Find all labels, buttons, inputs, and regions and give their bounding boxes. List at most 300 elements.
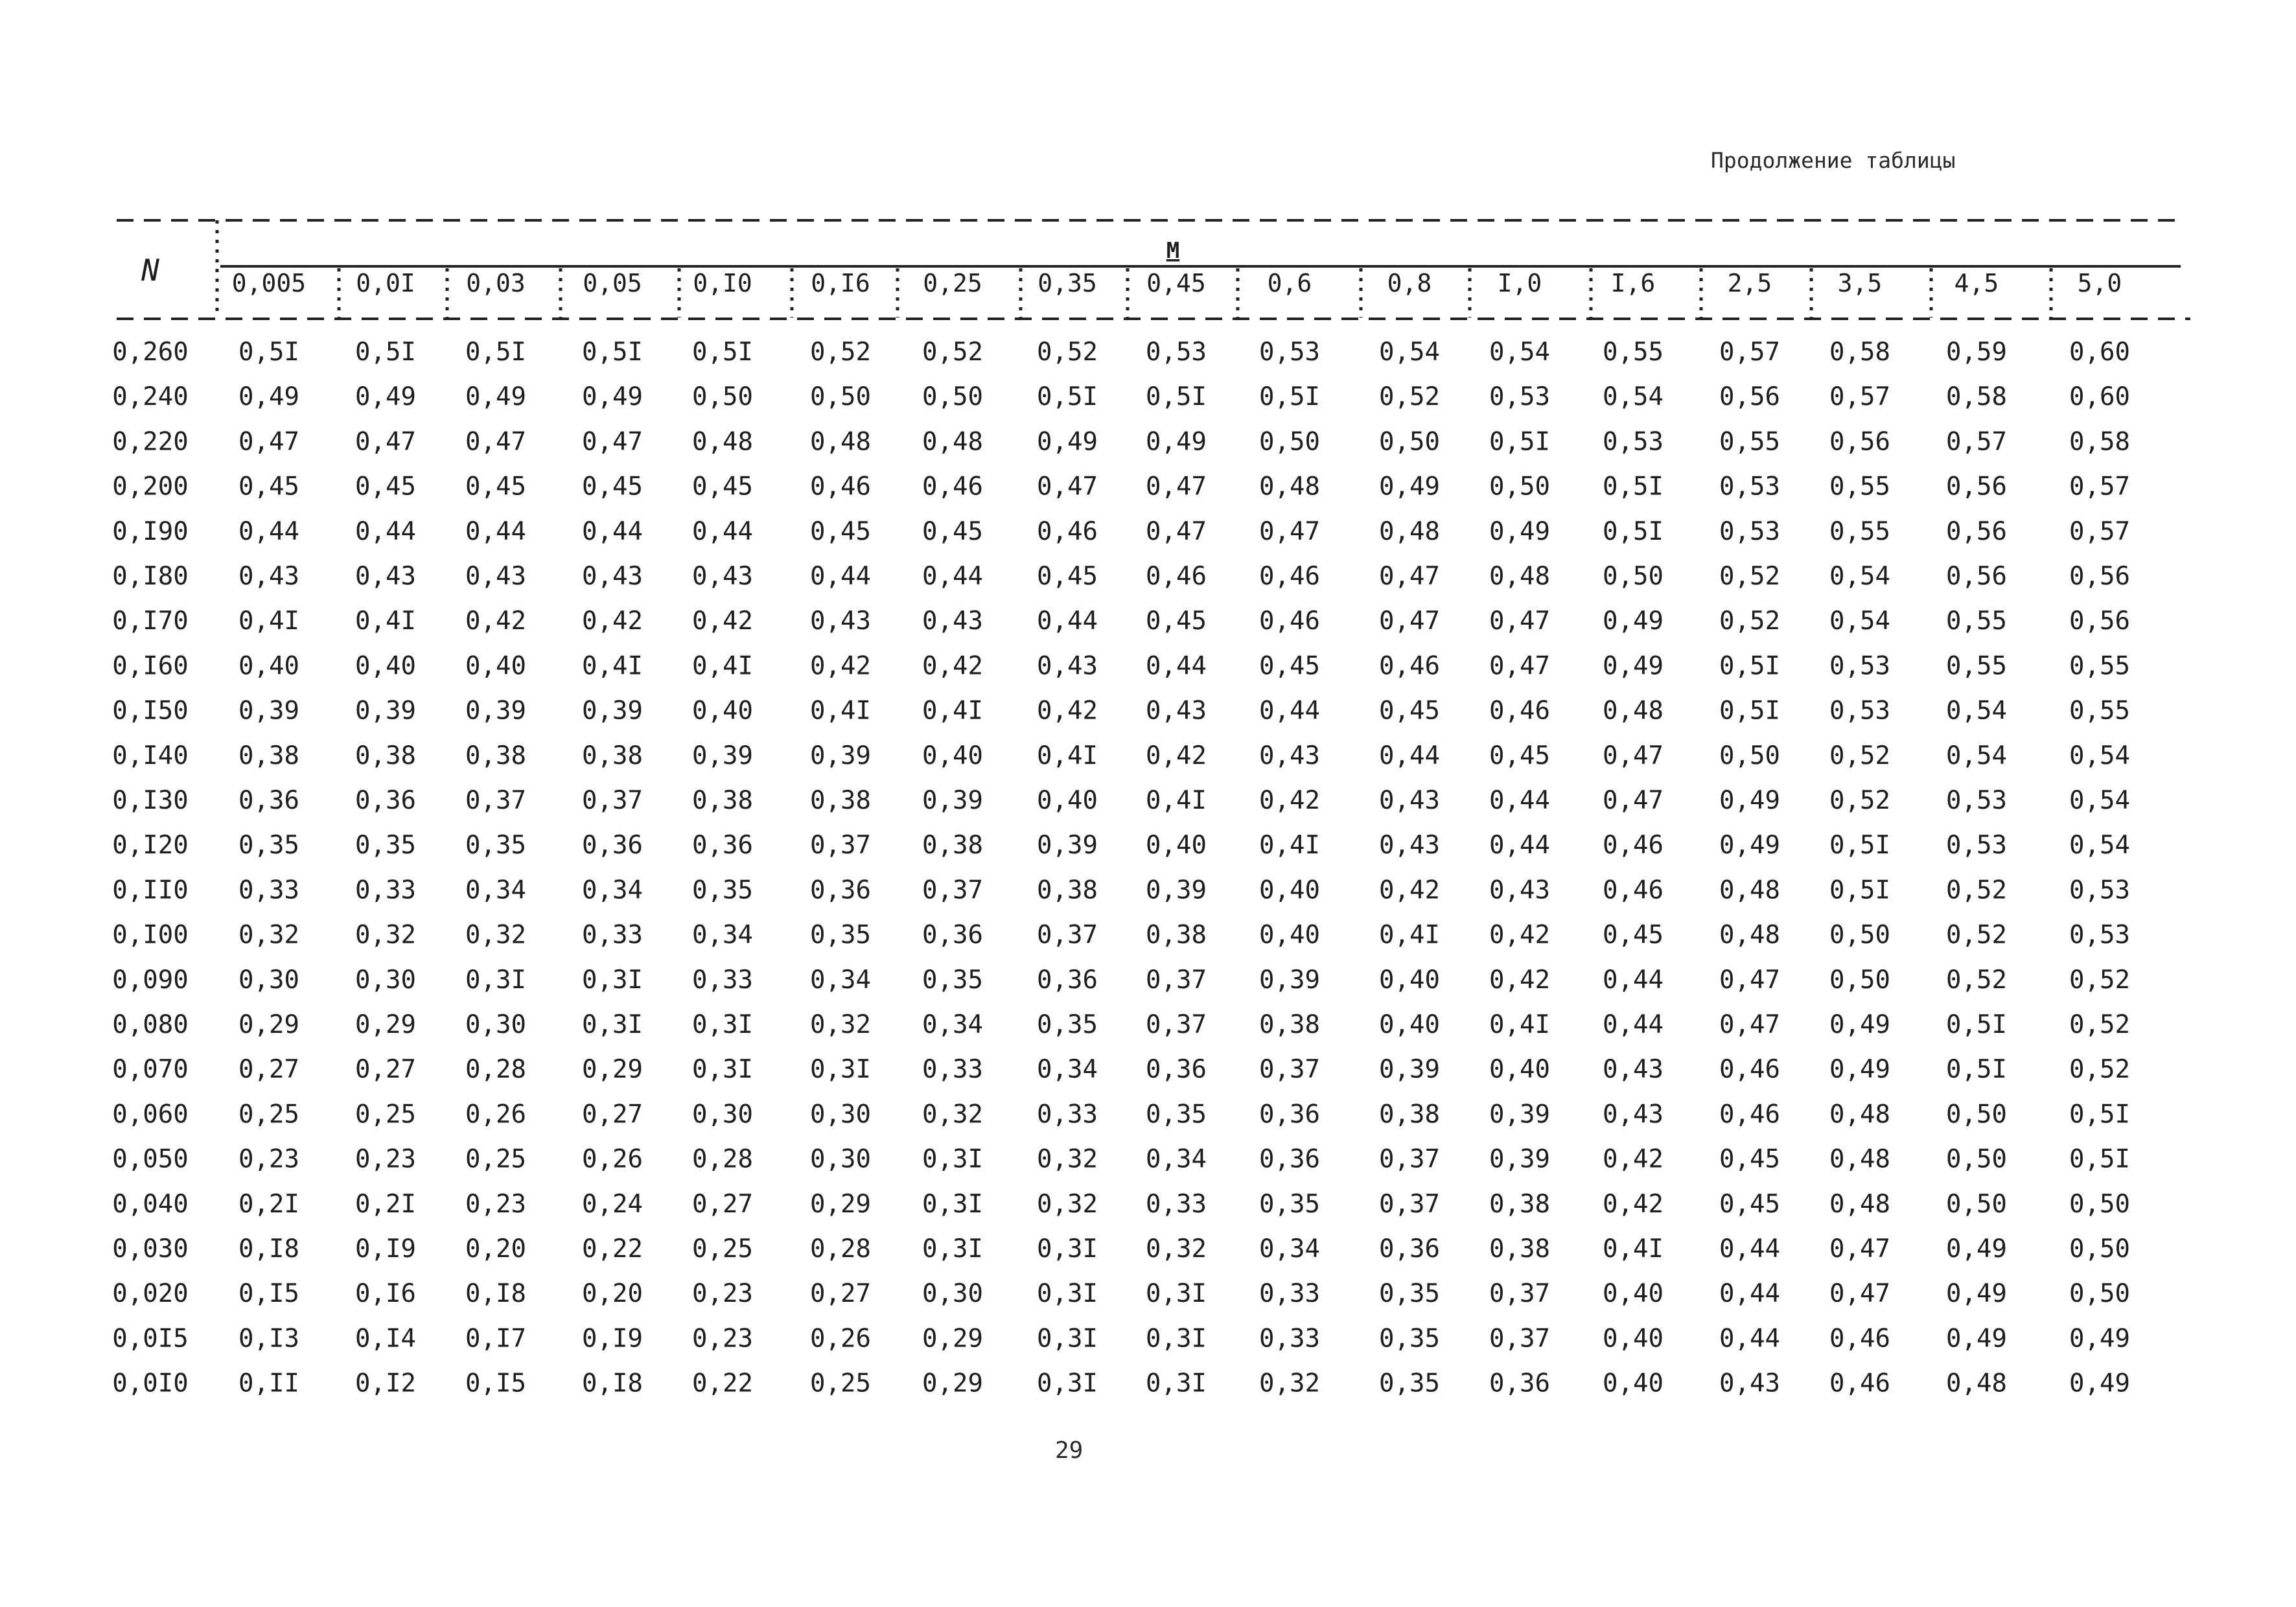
table-cell: 0,49: [1146, 427, 1207, 457]
table-cell: 0,43: [1719, 1369, 1780, 1398]
table-cell: 0,47: [1259, 516, 1320, 546]
table-cell: 0,I7: [465, 1324, 526, 1354]
table-cell: 0,44: [465, 516, 526, 546]
table-cell: 0,56: [1719, 382, 1780, 412]
table-cell: 0,36: [810, 875, 871, 905]
table-cell: 0,42: [1037, 696, 1098, 726]
table-cell: 0,47: [1379, 607, 1440, 636]
table-cell: 0,49: [1489, 516, 1550, 546]
table-cell: 0,48: [1829, 1144, 1890, 1174]
table-cell: 0,52: [1829, 741, 1890, 770]
table-cell: 0,36: [1259, 1144, 1320, 1174]
table-cell: 0,36: [355, 786, 416, 815]
table-cell: 0,45: [465, 472, 526, 502]
table-cell: 0,53: [1946, 786, 2007, 815]
table-cell: 0,38: [1146, 920, 1207, 950]
table-cell: 0,5I: [355, 338, 416, 367]
table-cell: 0,35: [922, 965, 983, 995]
table-cell: 0,40: [1489, 1055, 1550, 1085]
table-cell: 0,44: [1719, 1279, 1780, 1309]
table-cell: 0,36: [582, 831, 643, 861]
table-cell: 0,54: [2069, 831, 2130, 861]
table-cell: 0,33: [922, 1055, 983, 1085]
table-cell: 0,29: [355, 1010, 416, 1039]
table-cell: 0,48: [1603, 696, 1664, 726]
column-header: 0,45: [1146, 269, 1206, 297]
table-cell: 0,52: [1946, 875, 2007, 905]
table-cell: 0,47: [238, 427, 299, 457]
row-label-n: 0,II0: [112, 875, 189, 905]
table-cell: 0,44: [922, 562, 983, 591]
table-cell: 0,3I: [922, 1189, 983, 1219]
table-cell: 0,39: [1489, 1100, 1550, 1129]
table-cell: 0,23: [692, 1279, 753, 1309]
table-cell: 0,50: [1946, 1189, 2007, 1219]
row-label-n: 0,I60: [112, 651, 189, 681]
table-cell: 0,42: [1603, 1189, 1664, 1219]
table-cell: 0,44: [1489, 831, 1550, 861]
table-cell: 0,28: [465, 1055, 526, 1085]
table-cell: 0,56: [2069, 562, 2130, 591]
table-cell: 0,33: [582, 920, 643, 950]
table-cell: 0,45: [1259, 651, 1320, 681]
table-cell: 0,45: [238, 472, 299, 502]
table-cell: 0,4I: [582, 651, 643, 681]
table-text: [112, 238, 2130, 1398]
table-cell: 0,38: [355, 741, 416, 770]
table-cell: 0,49: [1946, 1279, 2007, 1309]
table-cell: 0,I5: [465, 1369, 526, 1398]
table-cell: 0,35: [1379, 1279, 1440, 1309]
table-cell: 0,3I: [1146, 1324, 1207, 1354]
table-cell: 0,43: [465, 562, 526, 591]
table-cell: 0,33: [1259, 1324, 1320, 1354]
table-cell: 0,47: [582, 427, 643, 457]
table-cell: 0,2I: [355, 1189, 416, 1219]
table-cell: 0,58: [1946, 382, 2007, 412]
table-cell: 0,47: [1379, 562, 1440, 591]
table-cell: 0,5I: [1829, 875, 1890, 905]
row-label-n: 0,050: [112, 1144, 189, 1174]
table-cell: 0,48: [1379, 516, 1440, 546]
table-cell: 0,38: [1379, 1100, 1440, 1129]
table-cell: 0,30: [692, 1100, 753, 1129]
table-cell: 0,44: [1259, 696, 1320, 726]
table-cell: 0,47: [465, 427, 526, 457]
table-cell: 0,20: [465, 1234, 526, 1264]
table-cell: 0,49: [238, 382, 299, 412]
table-cell: 0,43: [1379, 831, 1440, 861]
table-cell: 0,3I: [465, 965, 526, 995]
table-cell: 0,39: [1146, 875, 1207, 905]
table-cell: 0,47: [1829, 1279, 1890, 1309]
table-cell: 0,36: [238, 786, 299, 815]
table-cell: 0,50: [1259, 427, 1320, 457]
table-cell: 0,52: [2069, 1010, 2130, 1039]
table-cell: 0,32: [238, 920, 299, 950]
table-cell: 0,29: [582, 1055, 643, 1085]
table-cell: 0,44: [582, 516, 643, 546]
table-cell: 0,5I: [1146, 382, 1207, 412]
table-cell: 0,50: [2069, 1279, 2130, 1309]
table-cell: 0,5I: [1037, 382, 1098, 412]
table-cell: 0,47: [355, 427, 416, 457]
table-cell: 0,5I: [1946, 1055, 2007, 1085]
table-cell: 0,5I: [1259, 382, 1320, 412]
table-cell: 0,55: [1946, 607, 2007, 636]
table-cell: 0,5I: [1603, 516, 1664, 546]
row-label-n: 0,060: [112, 1100, 189, 1129]
table-cell: 0,40: [1037, 786, 1098, 815]
table-cell: 0,35: [1259, 1189, 1320, 1219]
table-cell: 0,42: [922, 651, 983, 681]
table-cell: 0,50: [1829, 920, 1890, 950]
table-cell: 0,35: [355, 831, 416, 861]
table-cell: 0,47: [1037, 472, 1098, 502]
table-cell: 0,42: [465, 607, 526, 636]
table-cell: 0,34: [1037, 1055, 1098, 1085]
table-cell: 0,52: [1037, 338, 1098, 367]
table-cell: 0,5I: [1489, 427, 1550, 457]
table-cell: 0,58: [2069, 427, 2130, 457]
table-cell: 0,32: [1037, 1144, 1098, 1174]
table-cell: 0,45: [1603, 920, 1664, 950]
table-cell: 0,I4: [355, 1324, 416, 1354]
table-cell: 0,60: [2069, 338, 2130, 367]
table-cell: 0,37: [582, 786, 643, 815]
table-cell: 0,35: [1379, 1369, 1440, 1398]
table-cell: 0,50: [810, 382, 871, 412]
table-cell: 0,49: [1829, 1055, 1890, 1085]
table-cell: 0,35: [465, 831, 526, 861]
table-cell: 0,39: [355, 696, 416, 726]
table-cell: 0,45: [582, 472, 643, 502]
table-cell: 0,48: [1946, 1369, 2007, 1398]
column-header: 0,05: [583, 269, 642, 297]
table-cell: 0,32: [1037, 1189, 1098, 1219]
table-cell: 0,49: [1037, 427, 1098, 457]
table-cell: 0,37: [1037, 920, 1098, 950]
table-cell: 0,53: [2069, 875, 2130, 905]
table-cell: 0,48: [1259, 472, 1320, 502]
table-cell: 0,34: [1259, 1234, 1320, 1264]
table-cell: 0,3I: [1037, 1279, 1098, 1309]
table-cell: 0,32: [1259, 1369, 1320, 1398]
table-cell: 0,43: [1489, 875, 1550, 905]
table-cell: 0,23: [692, 1324, 753, 1354]
row-label-n: 0,I80: [112, 562, 189, 591]
row-label-n: 0,030: [112, 1234, 189, 1264]
table-cell: 0,45: [1719, 1144, 1780, 1174]
table-cell: 0,60: [2069, 382, 2130, 412]
table-cell: 0,37: [1379, 1189, 1440, 1219]
table-cell: 0,4I: [1489, 1010, 1550, 1039]
table-cell: 0,43: [922, 607, 983, 636]
table-cell: 0,3I: [582, 965, 643, 995]
table-cell: 0,33: [238, 875, 299, 905]
table-cell: 0,55: [1603, 338, 1664, 367]
table-cell: 0,40: [1603, 1369, 1664, 1398]
table-cell: 0,43: [692, 562, 753, 591]
table-cell: 0,53: [1829, 696, 1890, 726]
table-cell: 0,43: [355, 562, 416, 591]
table-cell: 0,38: [1489, 1234, 1550, 1264]
row-label-n: 0,200: [112, 472, 189, 502]
row-label-n: 0,070: [112, 1055, 189, 1085]
table-cell: 0,53: [1719, 472, 1780, 502]
table-cell: 0,50: [922, 382, 983, 412]
table-cell: 0,II: [238, 1369, 299, 1398]
table-cell: 0,43: [1603, 1100, 1664, 1129]
table-cell: 0,53: [1603, 427, 1664, 457]
table-cell: 0,55: [1829, 516, 1890, 546]
table-cell: 0,39: [1489, 1144, 1550, 1174]
table-cell: 0,4I: [1379, 920, 1440, 950]
table-cell: 0,52: [1946, 965, 2007, 995]
table-cell: 0,46: [810, 472, 871, 502]
table-cell: 0,36: [1259, 1100, 1320, 1129]
table-cell: 0,37: [1146, 1010, 1207, 1039]
table-cell: 0,37: [1379, 1144, 1440, 1174]
table-cell: 0,57: [2069, 516, 2130, 546]
row-label-n: 0,I70: [112, 607, 189, 636]
table-cell: 0,49: [1719, 786, 1780, 815]
table-cell: 0,3I: [1037, 1369, 1098, 1398]
table-cell: 0,49: [1603, 607, 1664, 636]
table-cell: 0,39: [1379, 1055, 1440, 1085]
table-cell: 0,48: [1719, 920, 1780, 950]
table-cell: 0,44: [1603, 1010, 1664, 1039]
table-cell: 0,5I: [1603, 472, 1664, 502]
table-cell: 0,2I: [238, 1189, 299, 1219]
table-cell: 0,45: [1379, 696, 1440, 726]
table-cell: 0,53: [1719, 516, 1780, 546]
table-cell: 0,33: [1146, 1189, 1207, 1219]
table-cell: 0,54: [1829, 562, 1890, 591]
table-cell: 0,54: [1946, 696, 2007, 726]
table-cell: 0,42: [1146, 741, 1207, 770]
table-cell: 0,25: [238, 1100, 299, 1129]
table-cell: 0,37: [1489, 1324, 1550, 1354]
table-cell: 0,5I: [1719, 651, 1780, 681]
table-cell: 0,49: [582, 382, 643, 412]
table-cell: 0,5I: [1946, 1010, 2007, 1039]
table-cell: 0,40: [922, 741, 983, 770]
table-cell: 0,46: [1603, 831, 1664, 861]
table-continuation-caption: Продолжение таблицы: [1711, 148, 1956, 173]
table-cell: 0,4I: [1037, 741, 1098, 770]
table-cell: 0,45: [692, 472, 753, 502]
table-cell: 0,55: [2069, 651, 2130, 681]
table-cell: 0,56: [2069, 607, 2130, 636]
table-cell: 0,I2: [355, 1369, 416, 1398]
table-cell: 0,47: [1489, 651, 1550, 681]
table-cell: 0,5I: [582, 338, 643, 367]
column-header: 0,005: [231, 269, 307, 297]
table-cell: 0,55: [1719, 427, 1780, 457]
table-cell: 0,40: [355, 651, 416, 681]
table-cell: 0,54: [1946, 741, 2007, 770]
table-cell: 0,44: [355, 516, 416, 546]
table-cell: 0,46: [1489, 696, 1550, 726]
table-cell: 0,50: [1829, 965, 1890, 995]
column-header: I,0: [1497, 269, 1542, 297]
table-cell: 0,33: [692, 965, 753, 995]
table-cell: 0,39: [922, 786, 983, 815]
table-cell: 0,49: [1946, 1324, 2007, 1354]
table-cell: 0,46: [1603, 875, 1664, 905]
table-cell: 0,28: [810, 1234, 871, 1264]
table-cell: 0,44: [1719, 1324, 1780, 1354]
table-cell: 0,52: [1719, 607, 1780, 636]
table-cell: 0,54: [1379, 338, 1440, 367]
table-cell: 0,42: [1489, 965, 1550, 995]
table-cell: 0,46: [1259, 562, 1320, 591]
table-cell: 0,47: [1603, 741, 1664, 770]
table-cell: 0,50: [1603, 562, 1664, 591]
table-cell: 0,49: [465, 382, 526, 412]
table-cell: 0,34: [1146, 1144, 1207, 1174]
table-cell: 0,32: [1146, 1234, 1207, 1264]
row-label-n: 0,240: [112, 382, 189, 412]
table-cell: 0,43: [1259, 741, 1320, 770]
table-cell: 0,52: [922, 338, 983, 367]
table-cell: 0,26: [810, 1324, 871, 1354]
table-cell: 0,49: [1829, 1010, 1890, 1039]
table-cell: 0,50: [692, 382, 753, 412]
table-cell: 0,47: [1489, 607, 1550, 636]
table-cell: 0,39: [238, 696, 299, 726]
column-header: 0,8: [1387, 269, 1432, 297]
table-cell: 0,57: [2069, 472, 2130, 502]
table-cell: 0,46: [1829, 1369, 1890, 1398]
table-cell: 0,25: [810, 1369, 871, 1398]
table-cell: 0,40: [1259, 920, 1320, 950]
table-cell: 0,30: [810, 1100, 871, 1129]
table-cell: 0,38: [1489, 1189, 1550, 1219]
column-header: 2,5: [1727, 269, 1772, 297]
table-cell: 0,3I: [922, 1234, 983, 1264]
table-cell: 0,49: [1603, 651, 1664, 681]
table-cell: 0,46: [1379, 651, 1440, 681]
table-cell: 0,34: [465, 875, 526, 905]
table-cell: 0,27: [238, 1055, 299, 1085]
column-header: 0,I6: [811, 269, 870, 297]
row-label-n: 0,0I0: [112, 1369, 189, 1398]
table-cell: 0,53: [1259, 338, 1320, 367]
table-cell: 0,45: [810, 516, 871, 546]
table-cell: 0,52: [1379, 382, 1440, 412]
table-cell: 0,5I: [238, 338, 299, 367]
table-cell: 0,35: [692, 875, 753, 905]
table-cell: 0,53: [1489, 382, 1550, 412]
table-cell: 0,34: [922, 1010, 983, 1039]
table-cell: 0,57: [1719, 338, 1780, 367]
table-cell: 0,46: [1719, 1055, 1780, 1085]
table-cell: 0,4I: [692, 651, 753, 681]
table-cell: 0,33: [1037, 1100, 1098, 1129]
table-cell: 0,39: [465, 696, 526, 726]
table-cell: 0,48: [1719, 875, 1780, 905]
table-cell: 0,39: [1259, 965, 1320, 995]
table-cell: 0,5I: [1719, 696, 1780, 726]
table-cell: 0,32: [922, 1100, 983, 1129]
row-label-n: 0,040: [112, 1189, 189, 1219]
table-cell: 0,27: [355, 1055, 416, 1085]
table-cell: 0,23: [238, 1144, 299, 1174]
table-cell: 0,47: [1719, 1010, 1780, 1039]
table-cell: 0,4I: [922, 696, 983, 726]
table-cell: 0,43: [1379, 786, 1440, 815]
table-cell: 0,37: [1489, 1279, 1550, 1309]
table-cell: 0,56: [1946, 562, 2007, 591]
table-cell: 0,47: [1719, 965, 1780, 995]
table-cell: 0,3I: [582, 1010, 643, 1039]
table-cell: 0,43: [238, 562, 299, 591]
table-cell: 0,54: [1603, 382, 1664, 412]
table-cell: 0,36: [1037, 965, 1098, 995]
table-cell: 0,36: [922, 920, 983, 950]
table-cell: 0,35: [1379, 1324, 1440, 1354]
table-cell: 0,50: [1719, 741, 1780, 770]
table-cell: 0,40: [238, 651, 299, 681]
table-cell: 0,30: [465, 1010, 526, 1039]
table-cell: 0,45: [1037, 562, 1098, 591]
table-cell: 0,I9: [355, 1234, 416, 1264]
table-cell: 0,35: [810, 920, 871, 950]
table-cell: 0,44: [1146, 651, 1207, 681]
table-cell: 0,36: [692, 831, 753, 861]
table-cell: 0,37: [922, 875, 983, 905]
table-cell: 0,54: [2069, 786, 2130, 815]
table-cell: 0,52: [810, 338, 871, 367]
table-cell: 0,46: [1037, 516, 1098, 546]
table-cell: 0,29: [810, 1189, 871, 1219]
table-cell: 0,29: [922, 1369, 983, 1398]
table-cell: 0,48: [692, 427, 753, 457]
table-cell: 0,30: [922, 1279, 983, 1309]
table-cell: 0,48: [810, 427, 871, 457]
table-cell: 0,44: [692, 516, 753, 546]
table-cell: 0,37: [1146, 965, 1207, 995]
table-cell: 0,35: [1037, 1010, 1098, 1039]
table-cell: 0,39: [1037, 831, 1098, 861]
table-cell: 0,30: [810, 1144, 871, 1174]
table-cell: 0,37: [810, 831, 871, 861]
table-cell: 0,52: [1719, 562, 1780, 591]
table-cell: 0,30: [355, 965, 416, 995]
table-cell: 0,38: [465, 741, 526, 770]
table-cell: 0,49: [1946, 1234, 2007, 1264]
table-cell: 0,38: [692, 786, 753, 815]
table-cell: 0,I8: [465, 1279, 526, 1309]
table-cell: 0,20: [582, 1279, 643, 1309]
table-cell: 0,56: [1829, 427, 1890, 457]
table-cell: 0,35: [1146, 1100, 1207, 1129]
table-cell: 0,I8: [238, 1234, 299, 1264]
row-label-n: 0,I50: [112, 696, 189, 726]
table-cell: 0,38: [238, 741, 299, 770]
table-cell: 0,39: [582, 696, 643, 726]
column-header: 0,I0: [693, 269, 752, 297]
row-label-n: 0,I40: [112, 741, 189, 770]
table-cell: 0,47: [1829, 1234, 1890, 1264]
table-cell: 0,46: [922, 472, 983, 502]
table-cell: 0,36: [1489, 1369, 1550, 1398]
table-cell: 0,34: [810, 965, 871, 995]
table-cell: 0,22: [582, 1234, 643, 1264]
table-cell: 0,43: [810, 607, 871, 636]
